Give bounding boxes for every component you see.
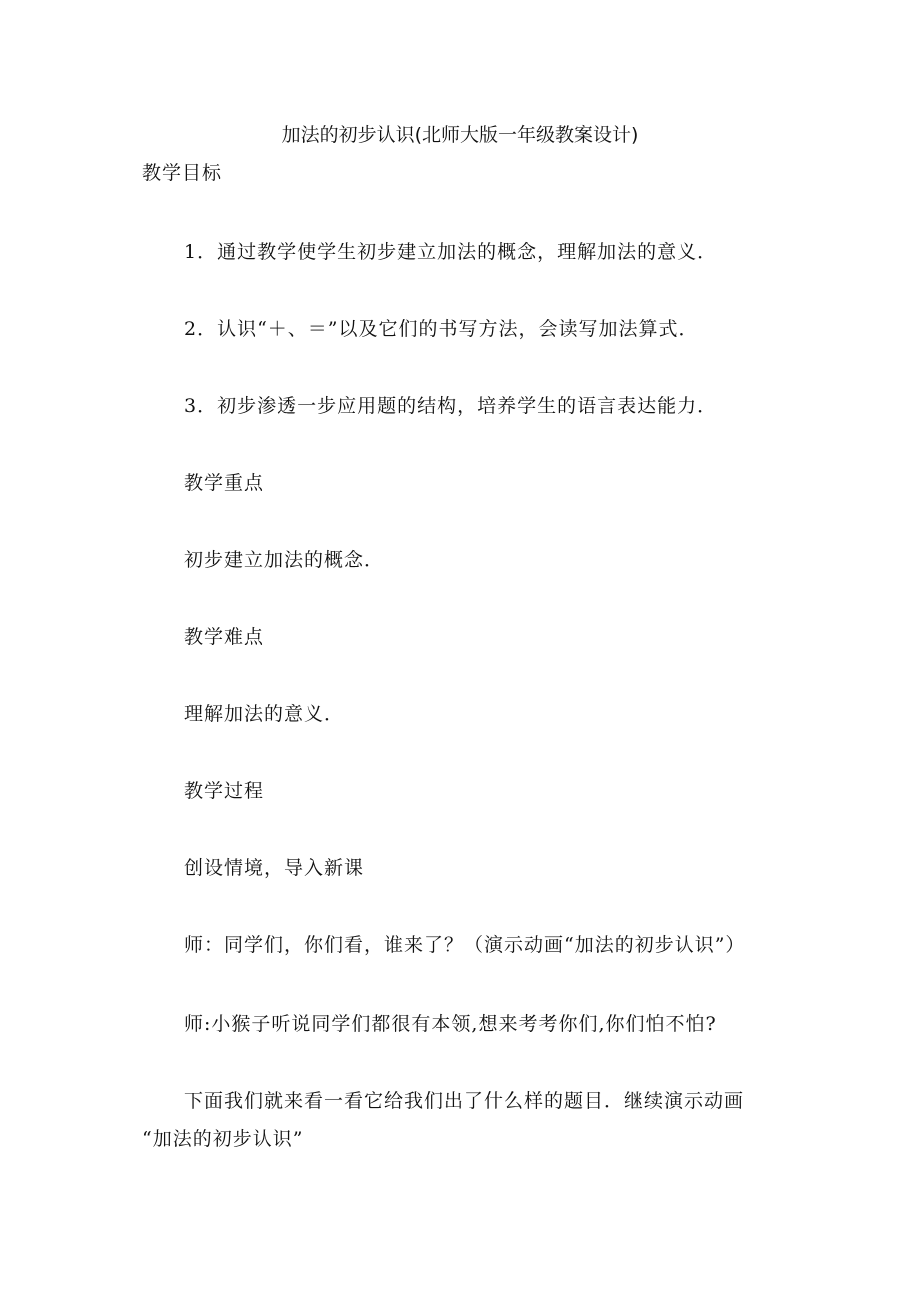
paragraph-line-2: “加法的初步认识” xyxy=(142,1128,304,1150)
objective-item-1: 1．通过教学使学生初步建立加法的概念，理解加法的意义． xyxy=(184,241,718,263)
objective-item-3: 3．初步渗透一步应用题的结构，培养学生的语言表达能力． xyxy=(184,395,718,417)
section-heading-objectives: 教学目标 xyxy=(142,162,223,184)
section-heading-key-point: 教学重点 xyxy=(184,472,265,494)
process-subheading: 创设情境，导入新课 xyxy=(184,857,365,879)
section-heading-difficulty: 教学难点 xyxy=(184,626,265,648)
dialogue-line-2: 师:小猴子听说同学们都很有本领,想来考考你们,你们怕不怕? xyxy=(184,1013,717,1035)
paragraph-line-1: 下面我们就来看一看它给我们出了什么样的题目．继续演示动画 xyxy=(184,1090,745,1112)
document-title: 加法的初步认识(北师大版一年级教案设计) xyxy=(281,124,639,146)
dialogue-line-1: 师：同学们，你们看，谁来了？（演示动画“加法的初步认识”） xyxy=(184,934,746,956)
objective-item-2: 2．认识“＋、＝”以及它们的书写方法，会读写加法算式． xyxy=(184,318,699,340)
section-heading-process: 教学过程 xyxy=(184,780,265,802)
difficulty-text: 理解加法的意义． xyxy=(184,703,345,725)
key-point-text: 初步建立加法的概念． xyxy=(184,549,385,571)
